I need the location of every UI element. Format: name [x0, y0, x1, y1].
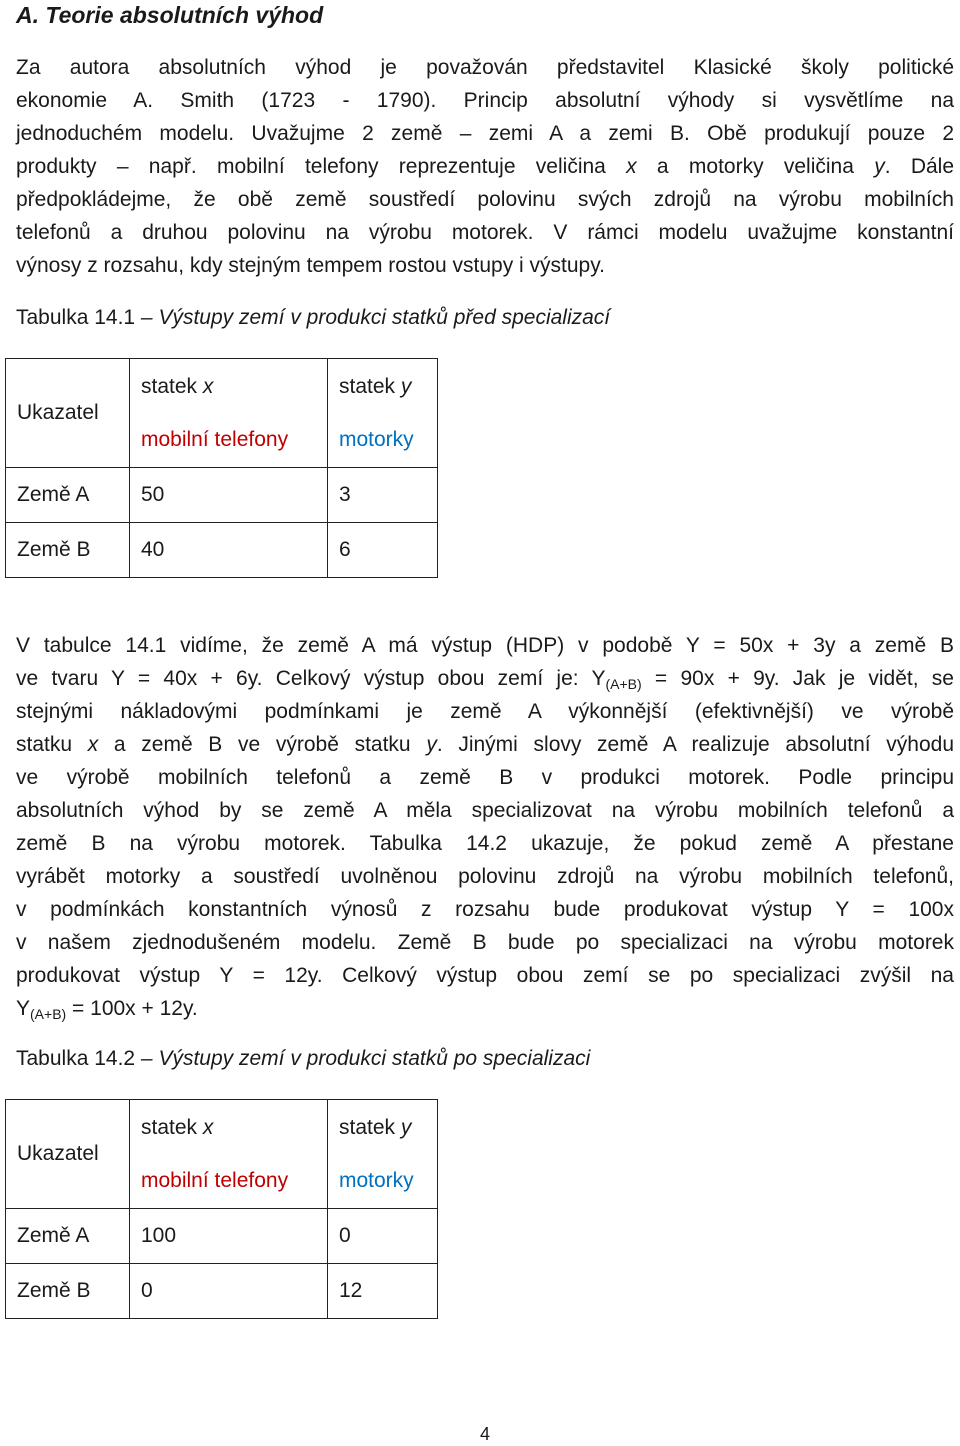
good-y-name: motorky [339, 428, 414, 451]
table-before-specialization [5, 358, 438, 578]
row-value-y: 12 [328, 1264, 438, 1319]
table-row [6, 1264, 438, 1319]
intro-line-2: ekonomie A. Smith (1723 - 1790). Princip absolutní výhody si vysvětlíme na [16, 89, 954, 112]
analysis-line-9: v podmínkách konstantních výnosů z rozsahu bude produkovat výstup Y = 100x [16, 898, 954, 921]
intro-line-5: předpokládejme, že obě země soustředí polovinu svých zdrojů na výrobu mobilních [16, 188, 954, 211]
table1-caption: Tabulka 14.1 – Výstupy zemí v produkci statků před specializací [16, 306, 611, 329]
table-header-row [6, 359, 438, 468]
header-good-y: statek y motorky [328, 359, 438, 468]
intro-line-7: výnosy z rozsahu, kdy stejným tempem rostou vstupy i výstupy. [16, 254, 605, 277]
table-row [6, 523, 438, 578]
good-x-name: mobilní telefony [141, 428, 289, 451]
analysis-line-8: vyrábět motorky a soustředí uvolněnou polovinu zdrojů na výrobu mobilních telefonů, [16, 865, 954, 888]
analysis-line-3: stejnými nákladovými podmínkami je země A výkonnější (efektivnější) ve výrobě [16, 700, 954, 723]
row-value-x: 50 [130, 468, 328, 523]
header-good-y: statek y motorky [328, 1100, 438, 1209]
good-y-name: motorky [339, 1169, 414, 1192]
analysis-line-6: absolutních výhod by se země A měla specializovat na výrobu mobilních telefonů a [16, 799, 954, 822]
header-good-x: statek x mobilní telefony [130, 359, 328, 468]
analysis-line-4: statku x a země B ve výrobě statku y. Jinými slovy země A realizuje absolutní výhodu [16, 733, 954, 756]
table-header-row [6, 1100, 438, 1209]
row-country: Země A [6, 1209, 130, 1264]
row-value-y: 6 [328, 523, 438, 578]
table-row [6, 1209, 438, 1264]
analysis-line-7: země B na výrobu motorek. Tabulka 14.2 ukazuje, že pokud země A přestane [16, 832, 954, 855]
analysis-line-10: v našem zjednodušeném modelu. Země B bude po specializaci na výrobu motorek [16, 931, 954, 954]
row-value-x: 40 [130, 523, 328, 578]
intro-line-3: jednoduchém modelu. Uvažujme 2 země – zemi A a zemi B. Obě produkují pouze 2 [16, 122, 954, 145]
table-row [6, 468, 438, 523]
row-value-y: 3 [328, 468, 438, 523]
analysis-line-5: ve výrobě mobilních telefonů a země B v produkci motorek. Podle principu [16, 766, 954, 789]
row-country: Země B [6, 523, 130, 578]
table2-caption: Tabulka 14.2 – Výstupy zemí v produkci statků po specializaci [16, 1047, 591, 1070]
intro-line-6: telefonů a druhou polovinu na výrobu motorek. V rámci modelu uvažujme konstantní [16, 221, 954, 244]
analysis-line-1: V tabulce 14.1 vidíme, že země A má výstup (HDP) v podobě Y = 50x + 3y a země B [16, 634, 954, 657]
row-country: Země A [6, 468, 130, 523]
row-value-x: 100 [130, 1209, 328, 1264]
row-value-x: 0 [130, 1264, 328, 1319]
row-country: Země B [6, 1264, 130, 1319]
good-x-name: mobilní telefony [141, 1169, 289, 1192]
intro-paragraph [16, 51, 954, 282]
section-heading: A. Teorie absolutních výhod [16, 2, 324, 28]
analysis-paragraph [16, 629, 954, 1025]
row-value-y: 0 [328, 1209, 438, 1264]
analysis-line-11: produkovat výstup Y = 12y. Celkový výstup obou zemí se po specializaci zvýšil na [16, 964, 954, 987]
analysis-line-2: ve tvaru Y = 40x + 6y. Celkový výstup obou zemí je: $Y_{(A+B)} = 90x + 9y$. Jak je vidět, se [16, 667, 954, 692]
analysis-line-12: $Y_{(A+B)} = 100x + 12y$. [16, 997, 198, 1022]
intro-line-1: Za autora absolutních výhod je považován představitel Klasické školy politické [16, 56, 954, 79]
page-number: 4 [479, 1424, 490, 1444]
header-good-x: statek x mobilní telefony [130, 1100, 328, 1209]
intro-line-4: produkty – např. mobilní telefony reprezentuje veličina x a motorky veličina y. Dále [16, 155, 955, 178]
header-indicator: Ukazatel [6, 359, 130, 468]
header-indicator: Ukazatel [6, 1100, 130, 1209]
table-after-specialization [5, 1099, 438, 1319]
